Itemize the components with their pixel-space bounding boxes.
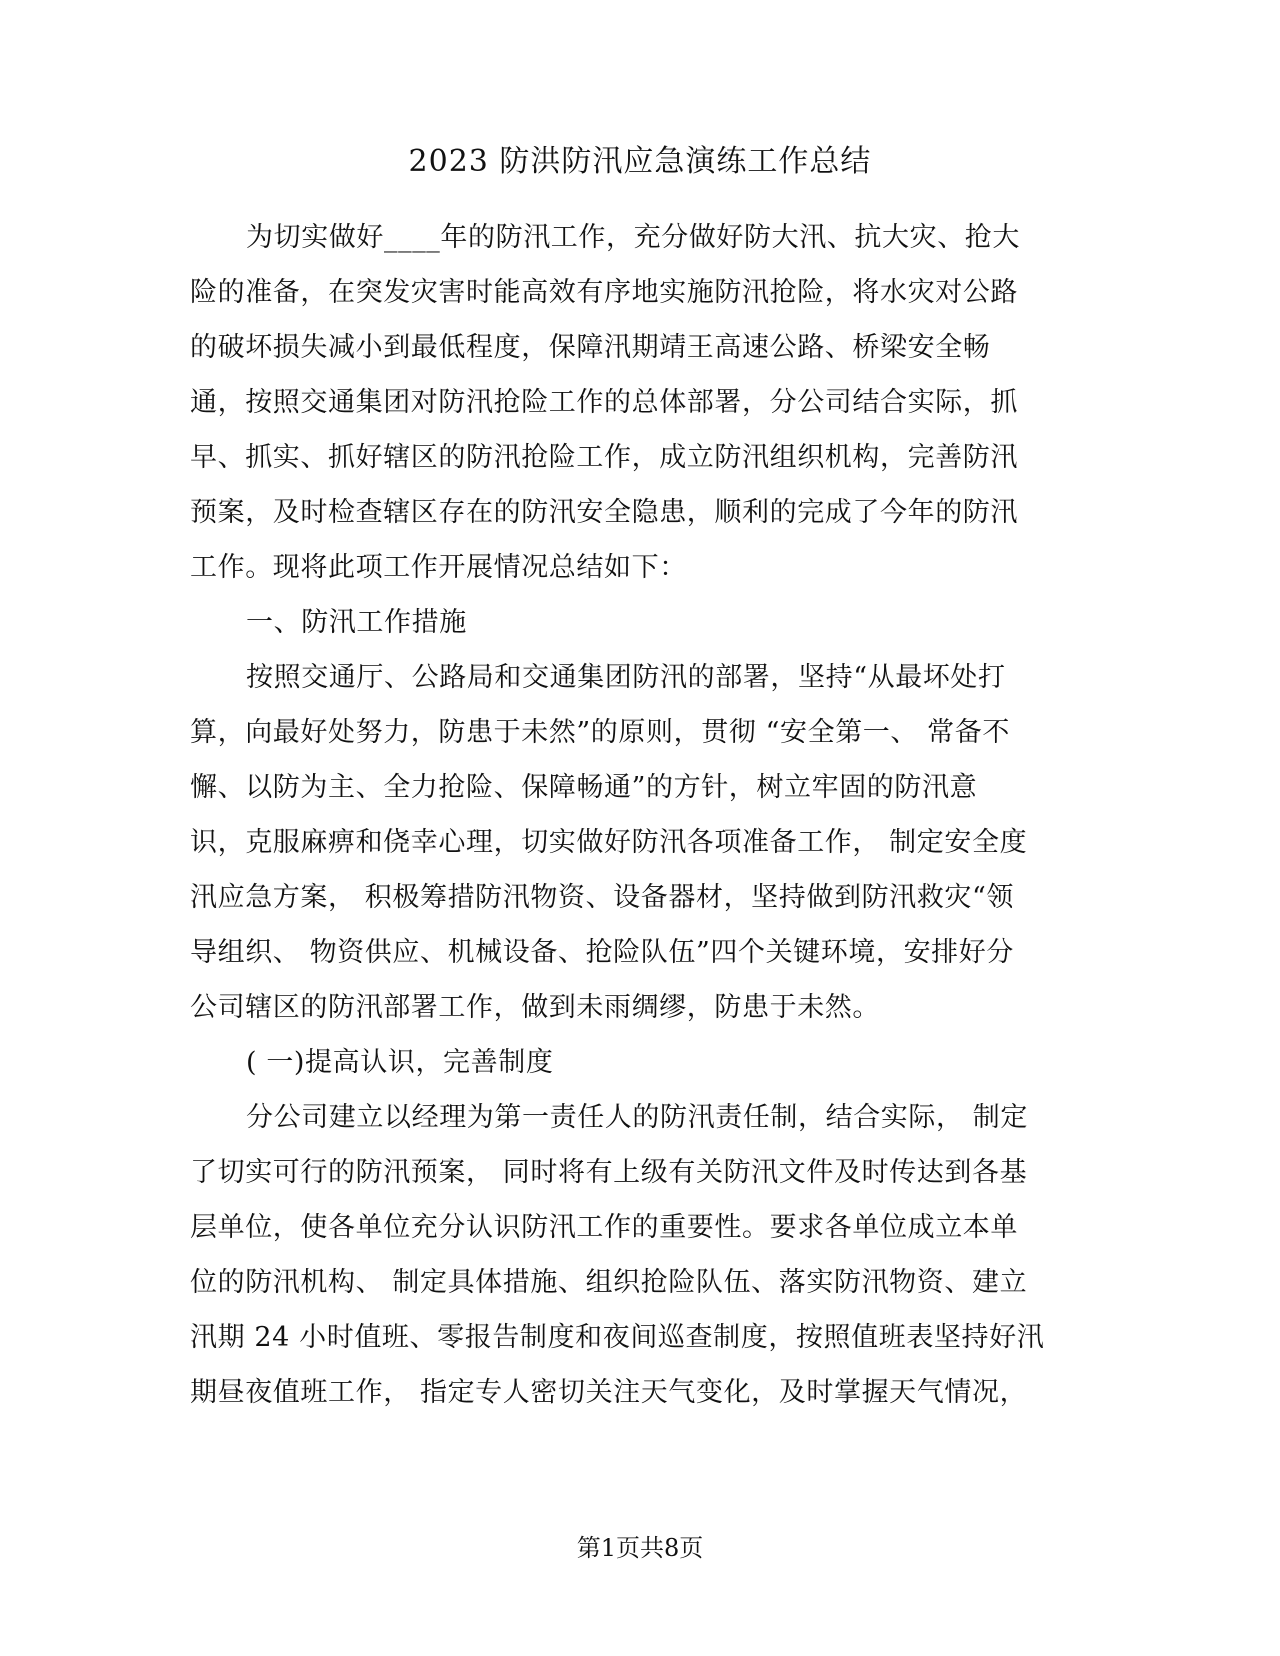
subsection-heading: ( 一)提高认识，完善制度 — [246, 1047, 554, 1078]
paragraph-line: 位的防汛机构、 制定具体措施、组织抢险队伍、落实防汛物资、建立 — [190, 1267, 1028, 1298]
section-heading: 一、防汛工作措施 — [246, 607, 467, 638]
paragraph-line: 工作。现将此项工作开展情况总结如下： — [190, 552, 687, 583]
paragraph-line: 分公司建立以经理为第一责任人的防汛责任制，结合实际， 制定 — [246, 1102, 1028, 1133]
page-number-footer: 第1页共8页 — [576, 1534, 704, 1562]
paragraph-line: 的破坏损失减小到最低程度，保障汛期靖王高速公路、桥梁安全畅 — [190, 332, 991, 363]
paragraph-line: 公司辖区的防汛部署工作，做到未雨绸缪，防患于未然。 — [190, 992, 880, 1023]
paragraph-line: 识，克服麻痹和侥幸心理，切实做好防汛各项准备工作， 制定安全度 — [190, 827, 1028, 858]
paragraph-line: 预案，及时检查辖区存在的防汛安全隐患，顺利的完成了今年的防汛 — [190, 497, 1018, 528]
paragraph-line: 导组织、 物资供应、机械设备、抢险队伍”四个关键环境，安排好分 — [190, 937, 1014, 968]
document-title: 2023 防洪防汛应急演练工作总结 — [408, 144, 872, 179]
paragraph-line: 汛期 24 小时值班、零报告制度和夜间巡查制度，按照值班表坚持好汛 — [190, 1322, 1045, 1353]
paragraph-line: 算，向最好处努力，防患于未然”的原则，贯彻 “安全第一、 常备不 — [190, 717, 1010, 748]
paragraph-line: 层单位，使各单位充分认识防汛工作的重要性。要求各单位成立本单 — [190, 1212, 1018, 1243]
paragraph-line: 为切实做好____年的防汛工作，充分做好防大汛、抗大灾、抢大 — [246, 222, 1020, 253]
paragraph-line: 险的准备，在突发灾害时能高效有序地实施防汛抢险，将水灾对公路 — [190, 277, 1018, 308]
paragraph-line: 汛应急方案， 积极筹措防汛物资、设备器材，坚持做到防汛救灾“领 — [190, 882, 1014, 913]
paragraph-line: 了切实可行的防汛预案， 同时将有上级有关防汛文件及时传达到各基 — [190, 1157, 1028, 1188]
paragraph-line: 通，按照交通集团对防汛抢险工作的总体部署，分公司结合实际，抓 — [190, 387, 1018, 418]
paragraph-line: 懈、以防为主、全力抢险、保障畅通”的方针，树立牢固的防汛意 — [190, 772, 978, 803]
document-body — [190, 210, 1090, 1420]
paragraph-line: 按照交通厅、公路局和交通集团防汛的部署，坚持“从最坏处打 — [246, 662, 1006, 693]
paragraph-line: 期昼夜值班工作， 指定专人密切关注天气变化，及时掌握天气情况， — [190, 1377, 1028, 1408]
paragraph-line: 早、抓实、抓好辖区的防汛抢险工作，成立防汛组织机构，完善防汛 — [190, 442, 1018, 473]
